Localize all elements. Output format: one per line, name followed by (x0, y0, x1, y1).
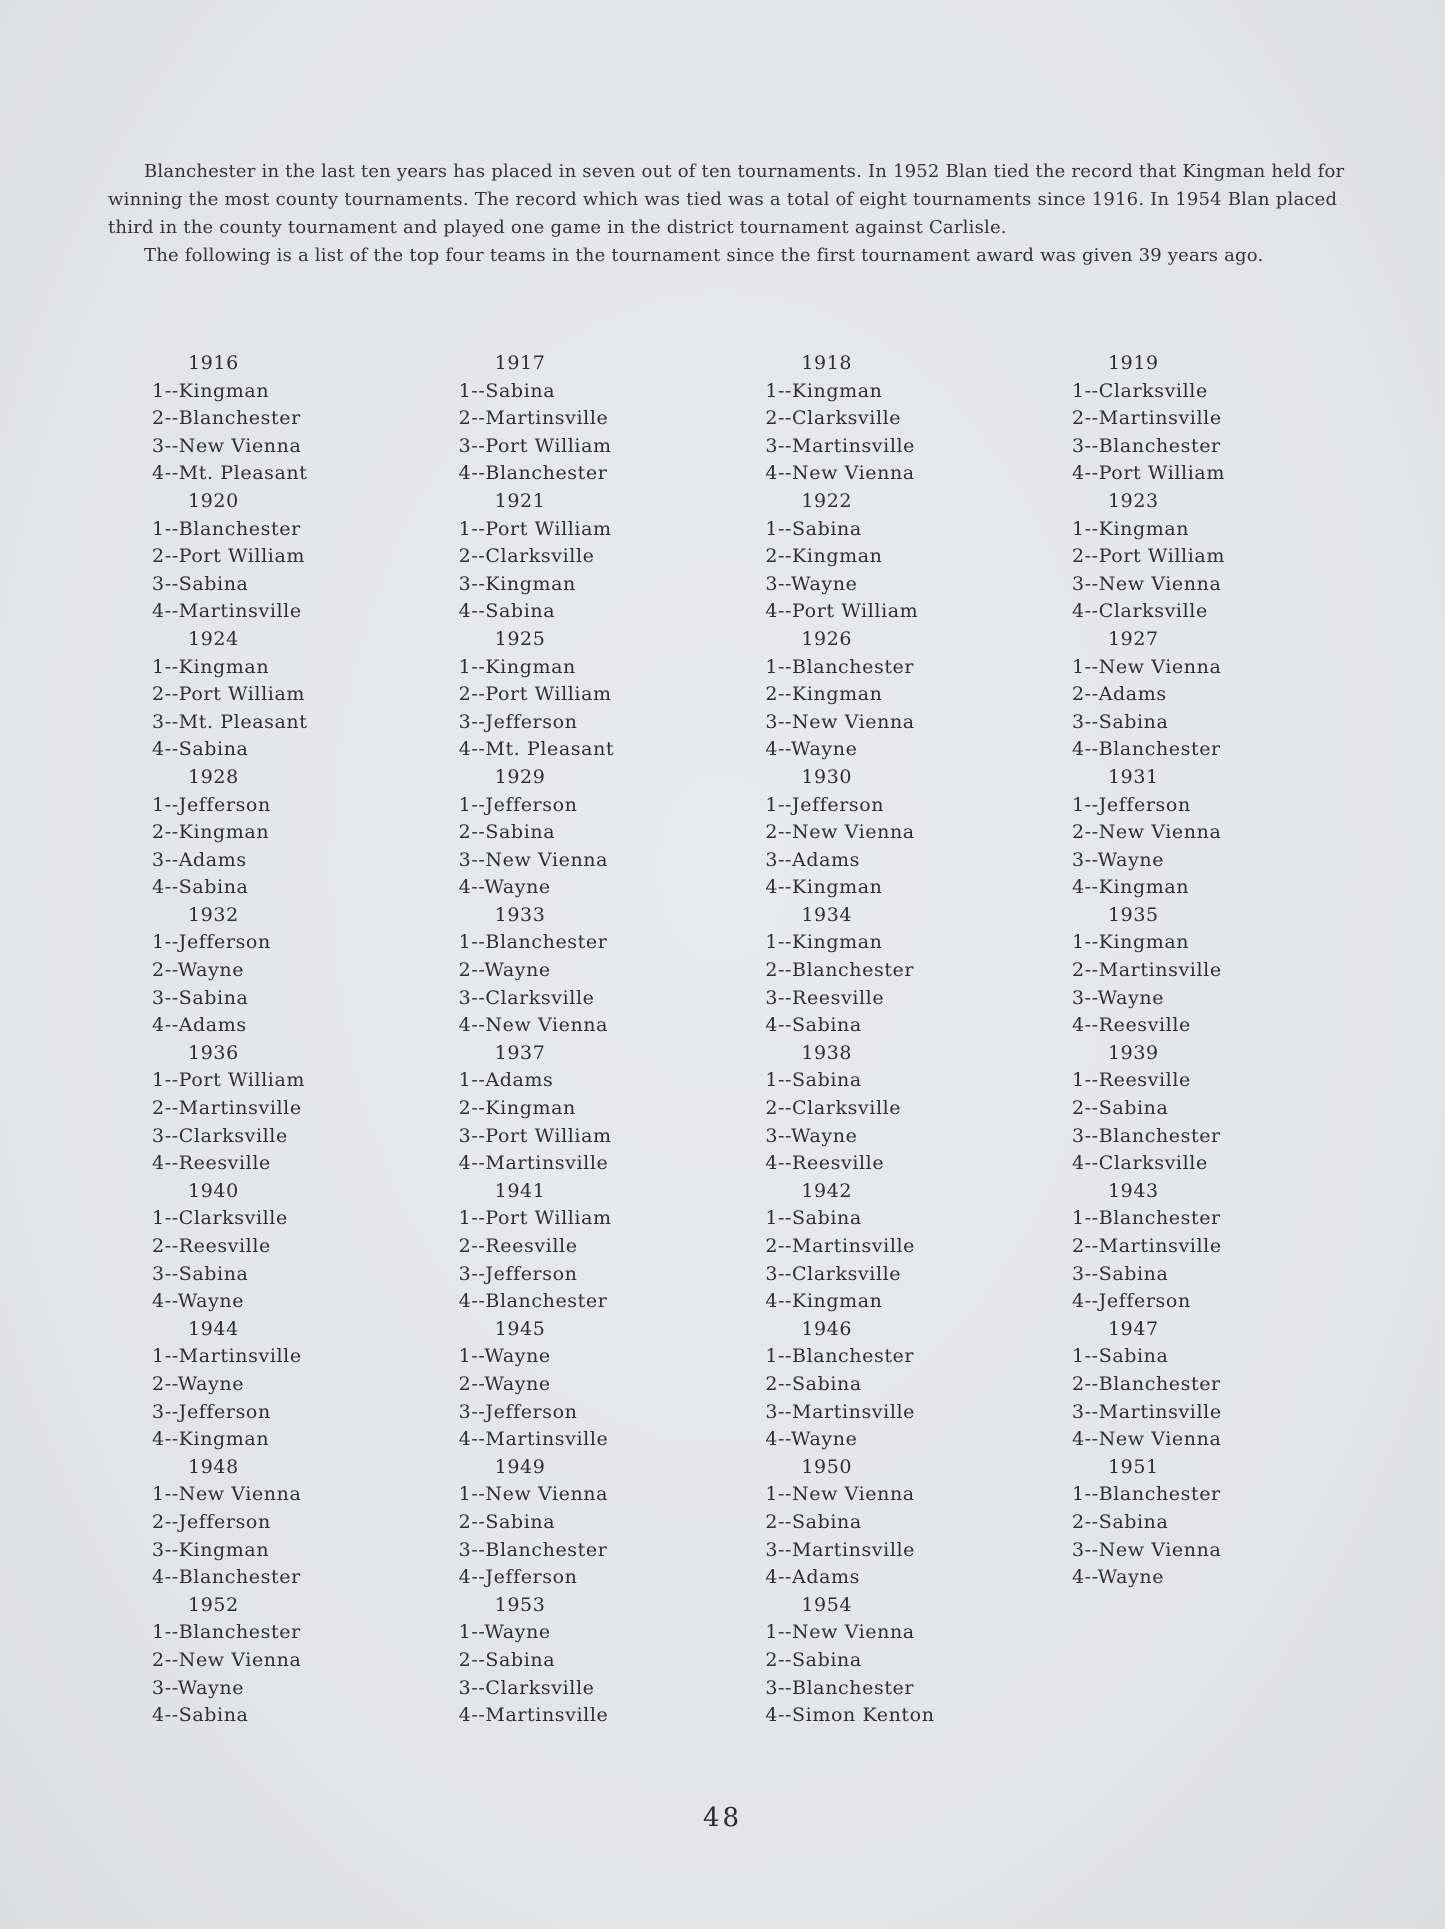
team-placement: 3--Sabina (152, 572, 249, 595)
year-heading: 1953 (494, 1593, 546, 1616)
team-placement: 1--New Vienna (458, 1483, 609, 1506)
year-block (1060, 626, 1360, 764)
team-placement: 3--Blanchester (1071, 1124, 1221, 1147)
team-placement: 4--New Vienna (458, 1014, 609, 1037)
team-placement: 3--Jefferson (152, 1400, 271, 1423)
team-placement: 4--Simon Kenton (765, 1704, 935, 1727)
year-heading: 1933 (494, 903, 546, 926)
year-block (140, 1040, 440, 1178)
team-placement: 2--Blanchester (765, 959, 915, 982)
team-placement: 2--Reesville (152, 1235, 271, 1257)
team-placement: 2--Wayne (458, 1372, 551, 1395)
year-heading: 1928 (188, 765, 239, 788)
year-block (1060, 1040, 1360, 1178)
team-placement: 3--Sabina (152, 1262, 249, 1285)
team-placement: 1--Clarksville (152, 1207, 288, 1230)
year-heading: 1945 (494, 1317, 546, 1340)
team-placement: 1--Jefferson (458, 793, 578, 816)
year-heading: 1934 (801, 903, 853, 926)
team-placement: 4--Jefferson (458, 1566, 578, 1589)
team-placement: 1--Blanchester (152, 1621, 301, 1644)
year-block (1060, 488, 1360, 626)
team-placement: 2--Port William (152, 683, 305, 706)
year-block (753, 1040, 1053, 1178)
year-heading: 1916 (188, 352, 239, 374)
team-placement: 4--Wayne (458, 876, 551, 899)
team-placement: 1--Jefferson (152, 931, 271, 954)
team-placement: 3--Wayne (765, 572, 858, 595)
results-column (753, 350, 1053, 1740)
team-placement: 3--New Vienna (1071, 1538, 1222, 1561)
team-placement: 1--Blanchester (765, 655, 915, 678)
team-placement: 1--Port William (458, 517, 612, 540)
team-placement: 1--Jefferson (1071, 793, 1191, 816)
year-heading: 1950 (801, 1455, 853, 1478)
year-block (447, 626, 747, 764)
year-heading: 1937 (494, 1041, 546, 1064)
year-block (753, 1316, 1053, 1454)
team-placement: 4--Mt. Pleasant (458, 738, 615, 761)
year-block (1060, 350, 1360, 488)
team-placement: 3--Kingman (458, 572, 576, 595)
team-placement: 4--Reesville (765, 1152, 885, 1175)
team-placement: 1--Kingman (765, 379, 883, 402)
year-block (753, 1178, 1053, 1316)
team-placement: 3--Martinsville (765, 1400, 916, 1423)
team-placement: 3--Port William (458, 434, 612, 457)
team-placement: 1--Kingman (1071, 517, 1190, 540)
team-placement: 3--Clarksville (458, 1676, 595, 1699)
year-heading: 1925 (494, 627, 546, 650)
year-block (1060, 902, 1360, 1040)
team-placement: 3--Martinsville (765, 434, 916, 457)
year-heading: 1947 (1107, 1317, 1159, 1340)
team-placement: 4--Blanchester (1071, 738, 1221, 761)
team-placement: 1--Blanchester (1071, 1483, 1221, 1506)
team-placement: 3--Wayne (1071, 986, 1165, 1009)
year-heading: 1926 (801, 627, 853, 650)
team-placement: 2--Clarksville (458, 545, 595, 568)
year-block (140, 1454, 440, 1592)
team-placement: 3--Jefferson (458, 710, 578, 733)
team-placement: 2--Port William (458, 683, 612, 706)
team-placement: 2--Martinsville (1071, 407, 1222, 430)
team-placement: 1--Sabina (765, 1207, 862, 1230)
team-placement: 1--New Vienna (152, 1483, 302, 1506)
team-placement: 2--Martinsville (152, 1097, 302, 1120)
team-placement: 1--Jefferson (152, 793, 271, 816)
year-heading: 1929 (494, 765, 546, 788)
team-placement: 1--Kingman (152, 379, 270, 402)
year-block (447, 1040, 747, 1178)
year-block (753, 1454, 1053, 1592)
team-placement: 3--Blanchester (1071, 434, 1221, 457)
results-column (1060, 350, 1360, 1740)
year-heading: 1949 (494, 1455, 546, 1478)
team-placement: 2--Martinsville (765, 1235, 916, 1257)
team-placement: 3--Adams (152, 848, 247, 871)
team-placement: 4--Mt. Pleasant (152, 462, 308, 485)
year-heading: 1943 (1107, 1179, 1159, 1202)
team-placement: 2--Wayne (152, 1372, 245, 1395)
team-placement: 4--Adams (152, 1014, 247, 1037)
team-placement: 2--Sabina (458, 1648, 556, 1671)
team-placement: 2--New Vienna (152, 1648, 302, 1671)
year-block (447, 1454, 747, 1592)
tournament-results-grid (140, 350, 1360, 1740)
team-placement: 4--Martinsville (152, 600, 302, 623)
team-placement: 3--Mt. Pleasant (152, 710, 308, 733)
team-placement: 4--Jefferson (1071, 1290, 1191, 1313)
team-placement: 2--Sabina (1071, 1097, 1169, 1120)
year-heading: 1924 (188, 627, 239, 650)
year-block (140, 1316, 440, 1454)
team-placement: 4--Clarksville (1071, 600, 1208, 623)
year-heading: 1941 (494, 1179, 546, 1202)
year-heading: 1927 (1107, 627, 1159, 650)
team-placement: 4--Clarksville (1071, 1152, 1208, 1175)
team-placement: 3--Sabina (1071, 710, 1169, 733)
team-placement: 3--Port William (458, 1124, 612, 1147)
team-placement: 1--Wayne (458, 1621, 551, 1644)
team-placement: 4--Wayne (765, 1428, 858, 1451)
year-heading: 1954 (801, 1593, 853, 1616)
year-block (140, 626, 440, 764)
year-heading: 1923 (1107, 489, 1159, 512)
team-placement: 4--Reesville (152, 1152, 271, 1175)
year-block (447, 1592, 747, 1730)
team-placement: 1--Wayne (458, 1345, 551, 1368)
year-block (753, 1592, 1053, 1730)
year-block (140, 1592, 440, 1730)
year-block (1060, 764, 1360, 902)
year-heading: 1917 (494, 352, 546, 374)
year-block (447, 1316, 747, 1454)
team-placement: 1--Port William (458, 1207, 612, 1230)
year-block (447, 902, 747, 1040)
team-placement: 4--Sabina (152, 876, 249, 899)
team-placement: 3--Clarksville (458, 986, 595, 1009)
team-placement: 1--Sabina (765, 1069, 862, 1092)
team-placement: 2--Jefferson (152, 1510, 271, 1533)
year-heading: 1944 (188, 1317, 239, 1340)
team-placement: 3--Wayne (765, 1124, 858, 1147)
team-placement: 1--Sabina (458, 379, 556, 402)
year-block (753, 626, 1053, 764)
team-placement: 2--Kingman (458, 1097, 576, 1120)
team-placement: 3--Sabina (1071, 1262, 1169, 1285)
team-placement: 4--Kingman (152, 1428, 270, 1451)
team-placement: 4--Port William (1071, 462, 1225, 485)
team-placement: 2--Adams (1071, 683, 1167, 706)
year-heading: 1951 (1107, 1455, 1159, 1478)
team-placement: 4--Blanchester (152, 1566, 301, 1589)
year-heading: 1935 (1107, 903, 1159, 926)
team-placement: 1--Kingman (1071, 931, 1190, 954)
team-placement: 1--Blanchester (458, 931, 608, 954)
year-block (1060, 1316, 1360, 1454)
team-placement: 3--New Vienna (765, 710, 915, 733)
team-placement: 3--Wayne (1071, 848, 1165, 871)
team-placement: 2--Sabina (1071, 1510, 1169, 1533)
year-heading: 1922 (801, 489, 853, 512)
team-placement: 2--Kingman (765, 683, 883, 706)
team-placement: 4--Kingman (765, 876, 883, 899)
team-placement: 3--Clarksville (765, 1262, 902, 1285)
page-number: 48 (702, 1803, 743, 1833)
year-heading: 1921 (494, 489, 546, 512)
year-block (753, 902, 1053, 1040)
team-placement: 4--New Vienna (1071, 1428, 1222, 1451)
team-placement: 4--New Vienna (765, 462, 915, 485)
year-block (140, 902, 440, 1040)
year-block (447, 1178, 747, 1316)
team-placement: 1--Sabina (1071, 1345, 1169, 1368)
year-heading: 1946 (801, 1317, 853, 1340)
intro-text (108, 158, 1360, 270)
team-placement: 4--Blanchester (458, 1290, 608, 1313)
team-placement: 2--New Vienna (1071, 821, 1222, 844)
year-heading: 1936 (188, 1041, 239, 1064)
year-heading: 1931 (1107, 765, 1159, 788)
team-placement: 3--Jefferson (458, 1262, 578, 1285)
team-placement: 2--Martinsville (458, 407, 609, 430)
team-placement: 2--Blanchester (152, 407, 301, 430)
team-placement: 1--Jefferson (765, 793, 885, 816)
team-placement: 3--Martinsville (1071, 1400, 1222, 1423)
team-placement: 4--Martinsville (458, 1428, 609, 1451)
team-placement: 4--Wayne (765, 738, 858, 761)
team-placement: 1--Kingman (458, 655, 576, 678)
year-block (753, 488, 1053, 626)
team-placement: 1--Martinsville (152, 1345, 302, 1368)
team-placement: 3--Wayne (152, 1676, 245, 1699)
team-placement: 1--Kingman (152, 655, 270, 678)
team-placement: 4--Sabina (458, 600, 556, 623)
year-heading: 1952 (188, 1593, 239, 1616)
year-block (140, 350, 440, 488)
team-placement: 1--Clarksville (1071, 379, 1208, 402)
intro-paragraph-1: Blanchester in the last ten years has placed in seven out of ten tournaments. In 1952 Blan tied the record that Kingman held for winning the most county tournaments. The record which was tied was a total of eight tournaments since 1916. In 1954 Blan placed third in the county tournament and played one game in the district tournament against Carlisle. (108, 161, 1345, 238)
intro-paragraph-2: The following is a list of the top four teams in the tournament since the first tournament award was given 39 years ago. (144, 245, 1264, 266)
team-placement: 2--Kingman (152, 821, 270, 844)
year-heading: 1920 (188, 489, 239, 512)
year-block (140, 488, 440, 626)
team-placement: 4--Sabina (152, 1704, 249, 1727)
team-placement: 3--New Vienna (1071, 572, 1222, 595)
team-placement: 1--New Vienna (765, 1483, 915, 1506)
year-heading: 1919 (1107, 352, 1159, 374)
year-heading: 1939 (1107, 1041, 1159, 1064)
team-placement: 3--Reesville (765, 986, 885, 1009)
team-placement: 3--New Vienna (152, 434, 302, 457)
team-placement: 1--New Vienna (765, 1621, 915, 1644)
year-heading: 1942 (801, 1179, 853, 1202)
year-block (447, 488, 747, 626)
team-placement: 2--Reesville (458, 1235, 578, 1257)
team-placement: 3--Martinsville (765, 1538, 916, 1561)
team-placement: 4--Wayne (152, 1290, 245, 1313)
team-placement: 4--Martinsville (458, 1704, 609, 1727)
team-placement: 2--Sabina (765, 1372, 862, 1395)
team-placement: 2--Wayne (152, 959, 245, 982)
team-placement: 4--Sabina (765, 1014, 862, 1037)
team-placement: 1--Blanchester (1071, 1207, 1221, 1230)
team-placement: 3--New Vienna (458, 848, 609, 871)
team-placement: 3--Blanchester (458, 1538, 608, 1561)
team-placement: 3--Kingman (152, 1538, 270, 1561)
team-placement: 2--Kingman (765, 545, 883, 568)
year-heading: 1938 (801, 1041, 853, 1064)
team-placement: 2--Blanchester (1071, 1372, 1221, 1395)
team-placement: 1--Port William (152, 1069, 305, 1092)
team-placement: 1--New Vienna (1071, 655, 1222, 678)
team-placement: 2--Sabina (765, 1510, 862, 1533)
results-column (140, 350, 440, 1740)
year-block (140, 764, 440, 902)
team-placement: 4--Port William (765, 600, 919, 623)
team-placement: 3--Sabina (152, 986, 249, 1009)
team-placement: 2--Sabina (765, 1648, 862, 1671)
team-placement: 2--Port William (1071, 545, 1225, 568)
team-placement: 2--New Vienna (765, 821, 915, 844)
team-placement: 1--Sabina (765, 517, 862, 540)
team-placement: 2--Port William (152, 545, 305, 568)
team-placement: 1--Adams (458, 1069, 554, 1092)
year-heading: 1932 (188, 903, 239, 926)
team-placement: 2--Clarksville (765, 1097, 902, 1120)
year-block (447, 350, 747, 488)
year-heading: 1948 (188, 1455, 239, 1478)
year-heading: 1930 (801, 765, 853, 788)
team-placement: 2--Wayne (458, 959, 551, 982)
year-heading: 1918 (801, 352, 853, 374)
team-placement: 2--Martinsville (1071, 959, 1222, 982)
team-placement: 3--Clarksville (152, 1124, 288, 1147)
team-placement: 2--Sabina (458, 1510, 556, 1533)
team-placement: 1--Reesville (1071, 1069, 1191, 1092)
team-placement: 4--Adams (765, 1566, 861, 1589)
team-placement: 4--Martinsville (458, 1152, 609, 1175)
year-block (1060, 1178, 1360, 1316)
team-placement: 4--Reesville (1071, 1014, 1191, 1037)
year-block (753, 764, 1053, 902)
team-placement: 3--Blanchester (765, 1676, 915, 1699)
year-heading: 1940 (188, 1179, 239, 1202)
team-placement: 2--Martinsville (1071, 1235, 1222, 1257)
team-placement: 1--Blanchester (152, 517, 301, 540)
team-placement: 3--Jefferson (458, 1400, 578, 1423)
team-placement: 1--Kingman (765, 931, 883, 954)
year-block (753, 350, 1053, 488)
team-placement: 2--Sabina (458, 821, 556, 844)
team-placement: 4--Kingman (765, 1290, 883, 1313)
team-placement: 4--Blanchester (458, 462, 608, 485)
team-placement: 4--Wayne (1071, 1566, 1165, 1589)
team-placement: 4--Kingman (1071, 876, 1190, 899)
results-column (447, 350, 747, 1740)
team-placement: 3--Adams (765, 848, 861, 871)
year-block (1060, 1454, 1360, 1592)
year-block (447, 764, 747, 902)
team-placement: 4--Sabina (152, 738, 249, 761)
team-placement: 1--Blanchester (765, 1345, 915, 1368)
team-placement: 2--Clarksville (765, 407, 902, 430)
year-block (140, 1178, 440, 1316)
